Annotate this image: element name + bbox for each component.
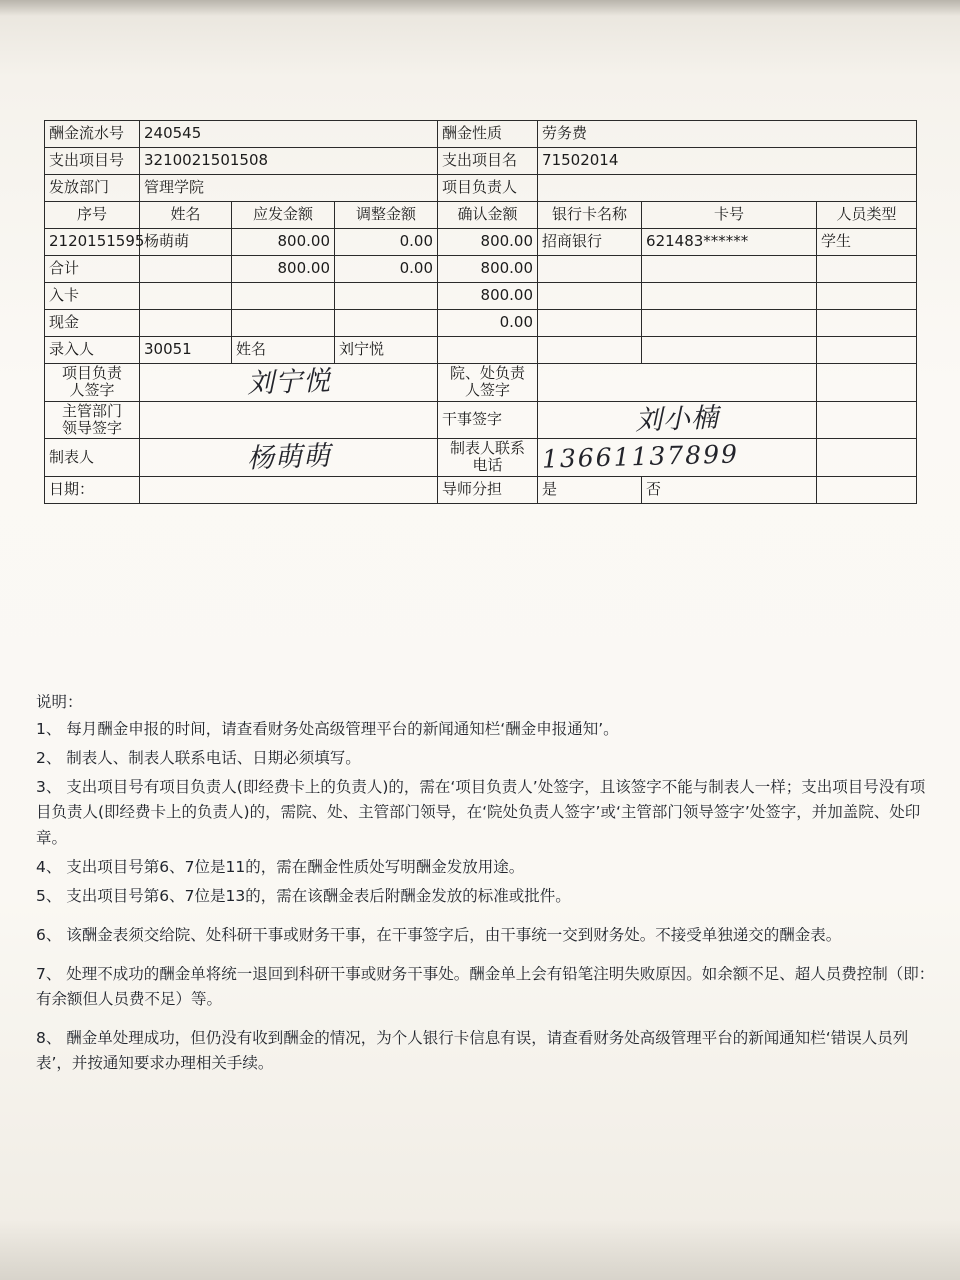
tocard-blank-payable — [232, 283, 335, 310]
table-row-leader-sign — [45, 364, 917, 402]
total-label: 合计 — [45, 256, 140, 283]
dept-signature-cell — [538, 364, 817, 402]
date-blank-type — [817, 476, 917, 503]
supervisor-signature-cell — [140, 401, 438, 439]
project-no-label: 支出项目号 — [45, 148, 140, 175]
header-bank-name: 银行卡名称 — [538, 202, 642, 229]
leader-signature-cell — [140, 364, 438, 402]
tocard-label: 入卡 — [45, 283, 140, 310]
note-item-7: 7、 处理不成功的酬金单将统一退回到科研干事或财务干事处。酬金单上会有铅笔注明失败原因。如余额不足、超人员费控制（即：有余额但人员费不足）等。 — [36, 964, 935, 1009]
note-item-2: 2、 制表人、制表人联系电话、日期必须填写。 — [36, 749, 361, 768]
project-name-value: 71502014 — [538, 148, 917, 175]
date-label: 日期： — [45, 476, 140, 503]
table-row-entry — [45, 337, 917, 364]
header-payable: 应发金额 — [232, 202, 335, 229]
maker-phone-label — [438, 439, 538, 477]
header-confirm: 确认金额 — [438, 202, 538, 229]
dept-sign-label-line1: 院、处负责 — [450, 364, 526, 382]
tocard-blank-type — [817, 283, 917, 310]
tutor-share-label: 导师分担 — [438, 476, 538, 503]
nature-label: 酬金性质 — [438, 121, 538, 148]
cell-adjust: 0.00 — [335, 229, 438, 256]
supervisor-sign-label-line1: 主管部门 — [61, 401, 122, 420]
entry-label: 录入人 — [45, 337, 140, 364]
note-item-4: 4、 支出项目号第6、7位是11的，需在酬金性质处写明酬金发放用途。 — [36, 857, 525, 876]
table-row — [45, 229, 917, 256]
serial-label: 酬金流水号 — [45, 121, 140, 148]
cell-person-type: 学生 — [817, 229, 917, 256]
table-row-tocard — [45, 283, 917, 310]
dept-value: 管理学院 — [140, 175, 438, 202]
entry-name-label: 姓名 — [232, 337, 335, 364]
maker-phone-handwriting: 13661137899 — [541, 439, 740, 474]
dept-label: 发放部门 — [45, 175, 140, 202]
cell-name: 杨萌萌 — [140, 229, 232, 256]
cell-index: 2120151595 — [45, 229, 140, 256]
serial-value: 240545 — [140, 121, 438, 148]
table-row — [45, 175, 917, 202]
table-row-date — [45, 476, 917, 503]
tutor-share-yes: 是 — [538, 476, 642, 503]
header-adjust: 调整金额 — [335, 202, 438, 229]
total-blank-name — [140, 256, 232, 283]
tutor-share-no: 否 — [642, 476, 817, 503]
entry-code: 30051 — [140, 337, 232, 364]
maker-label: 制表人 — [45, 439, 140, 477]
clerk-signature-cell — [538, 401, 817, 439]
leader-sign-label-line1: 项目负责 — [61, 364, 122, 382]
nature-value: 劳务费 — [538, 121, 917, 148]
tocard-confirm: 800.00 — [438, 283, 538, 310]
entry-name-value: 刘宁悦 — [335, 337, 438, 364]
remuneration-form — [44, 120, 916, 504]
header-index: 序号 — [45, 202, 140, 229]
date-value — [140, 476, 438, 503]
leader-sign-label-line2: 人签字 — [69, 381, 115, 400]
cash-blank-type — [817, 310, 917, 337]
entry-blank-type — [817, 337, 917, 364]
maker-blank-type — [817, 439, 917, 477]
note-item-6: 6、 该酬金表须交给院、处科研干事或财务干事，在干事签字后，由干事统一交到财务处。不接受单独递交的酬金表。 — [36, 925, 842, 944]
form-table — [44, 120, 917, 504]
maker-phone-label-line1: 制表人联系 — [450, 439, 526, 457]
tocard-blank-card — [642, 283, 817, 310]
dept-sign-label — [438, 364, 538, 402]
cell-payable: 800.00 — [232, 229, 335, 256]
project-name-label: 支出项目名 — [438, 148, 538, 175]
table-row-maker — [45, 439, 917, 477]
header-person-type: 人员类型 — [817, 202, 917, 229]
dept-sign-label-line2: 人签字 — [465, 381, 511, 400]
maker-signature-handwriting: 杨萌萌 — [245, 440, 332, 475]
leader-value — [538, 175, 917, 202]
supervisor-sign-label-line2: 领导签字 — [61, 418, 122, 437]
cash-blank-payable — [232, 310, 335, 337]
cash-confirm: 0.00 — [438, 310, 538, 337]
total-blank-bank — [538, 256, 642, 283]
table-row-supervisor-sign — [45, 401, 917, 439]
clerk-signature-handwriting: 刘小楠 — [634, 402, 720, 437]
table-row — [45, 148, 917, 175]
cell-card-no: 621483****** — [642, 229, 817, 256]
total-blank-card — [642, 256, 817, 283]
note-item-5: 5、 支出项目号第6、7位是13的，需在该酬金表后附酬金发放的标准或批件。 — [36, 886, 571, 905]
clerk-sign-label: 干事签字 — [438, 401, 538, 439]
cash-label: 现金 — [45, 310, 140, 337]
cash-blank-bank — [538, 310, 642, 337]
header-card-no: 卡号 — [642, 202, 817, 229]
total-payable: 800.00 — [232, 256, 335, 283]
cash-blank-name — [140, 310, 232, 337]
supervisor-sign-blank-type — [817, 401, 917, 439]
maker-phone-cell — [538, 439, 817, 477]
header-name: 姓名 — [140, 202, 232, 229]
cell-confirm: 800.00 — [438, 229, 538, 256]
leader-signature-handwriting: 刘宁悦 — [245, 365, 332, 400]
table-row-cash — [45, 310, 917, 337]
total-confirm: 800.00 — [438, 256, 538, 283]
cell-bank-name: 招商银行 — [538, 229, 642, 256]
note-item-1: 1、 每月酬金申报的时间，请查看财务处高级管理平台的新闻通知栏‘酬金申报通知’。 — [36, 720, 619, 739]
table-row — [45, 121, 917, 148]
notes-title: 说明： — [36, 693, 83, 711]
table-row-total — [45, 256, 917, 283]
note-item-3: 3、 支出项目号有项目负责人(即经费卡上的负责人)的，需在‘项目负责人’处签字，且该签字不能与制表人一样；支出项目号没有项目负责人(即经费卡上的负责人)的，需院、处、主管部门领导，在‘院处负责人签字’或‘主管部门领导签字’处签字，并加盖院、处印章。 — [36, 778, 926, 847]
notes-section — [36, 690, 936, 1080]
entry-blank-card — [642, 337, 817, 364]
supervisor-sign-label — [45, 401, 140, 439]
entry-blank-confirm — [438, 337, 538, 364]
table-header-row — [45, 202, 917, 229]
tocard-blank-bank — [538, 283, 642, 310]
note-item-8: 8、 酬金单处理成功，但仍没有收到酬金的情况，为个人银行卡信息有误，请查看财务处高级管理平台的新闻通知栏‘错误人员列表’，并按通知要求办理相关手续。 — [36, 1029, 909, 1073]
cash-blank-adjust — [335, 310, 438, 337]
leader-sign-label — [45, 364, 140, 402]
maker-phone-label-line2: 电话 — [472, 456, 503, 475]
entry-blank-bank — [538, 337, 642, 364]
total-blank-type — [817, 256, 917, 283]
project-no-value: 3210021501508 — [140, 148, 438, 175]
leader-label: 项目负责人 — [438, 175, 538, 202]
tocard-blank-adjust — [335, 283, 438, 310]
maker-signature-cell — [140, 439, 438, 477]
total-adjust: 0.00 — [335, 256, 438, 283]
tocard-blank-name — [140, 283, 232, 310]
cash-blank-card — [642, 310, 817, 337]
leader-sign-blank-type — [817, 364, 917, 402]
